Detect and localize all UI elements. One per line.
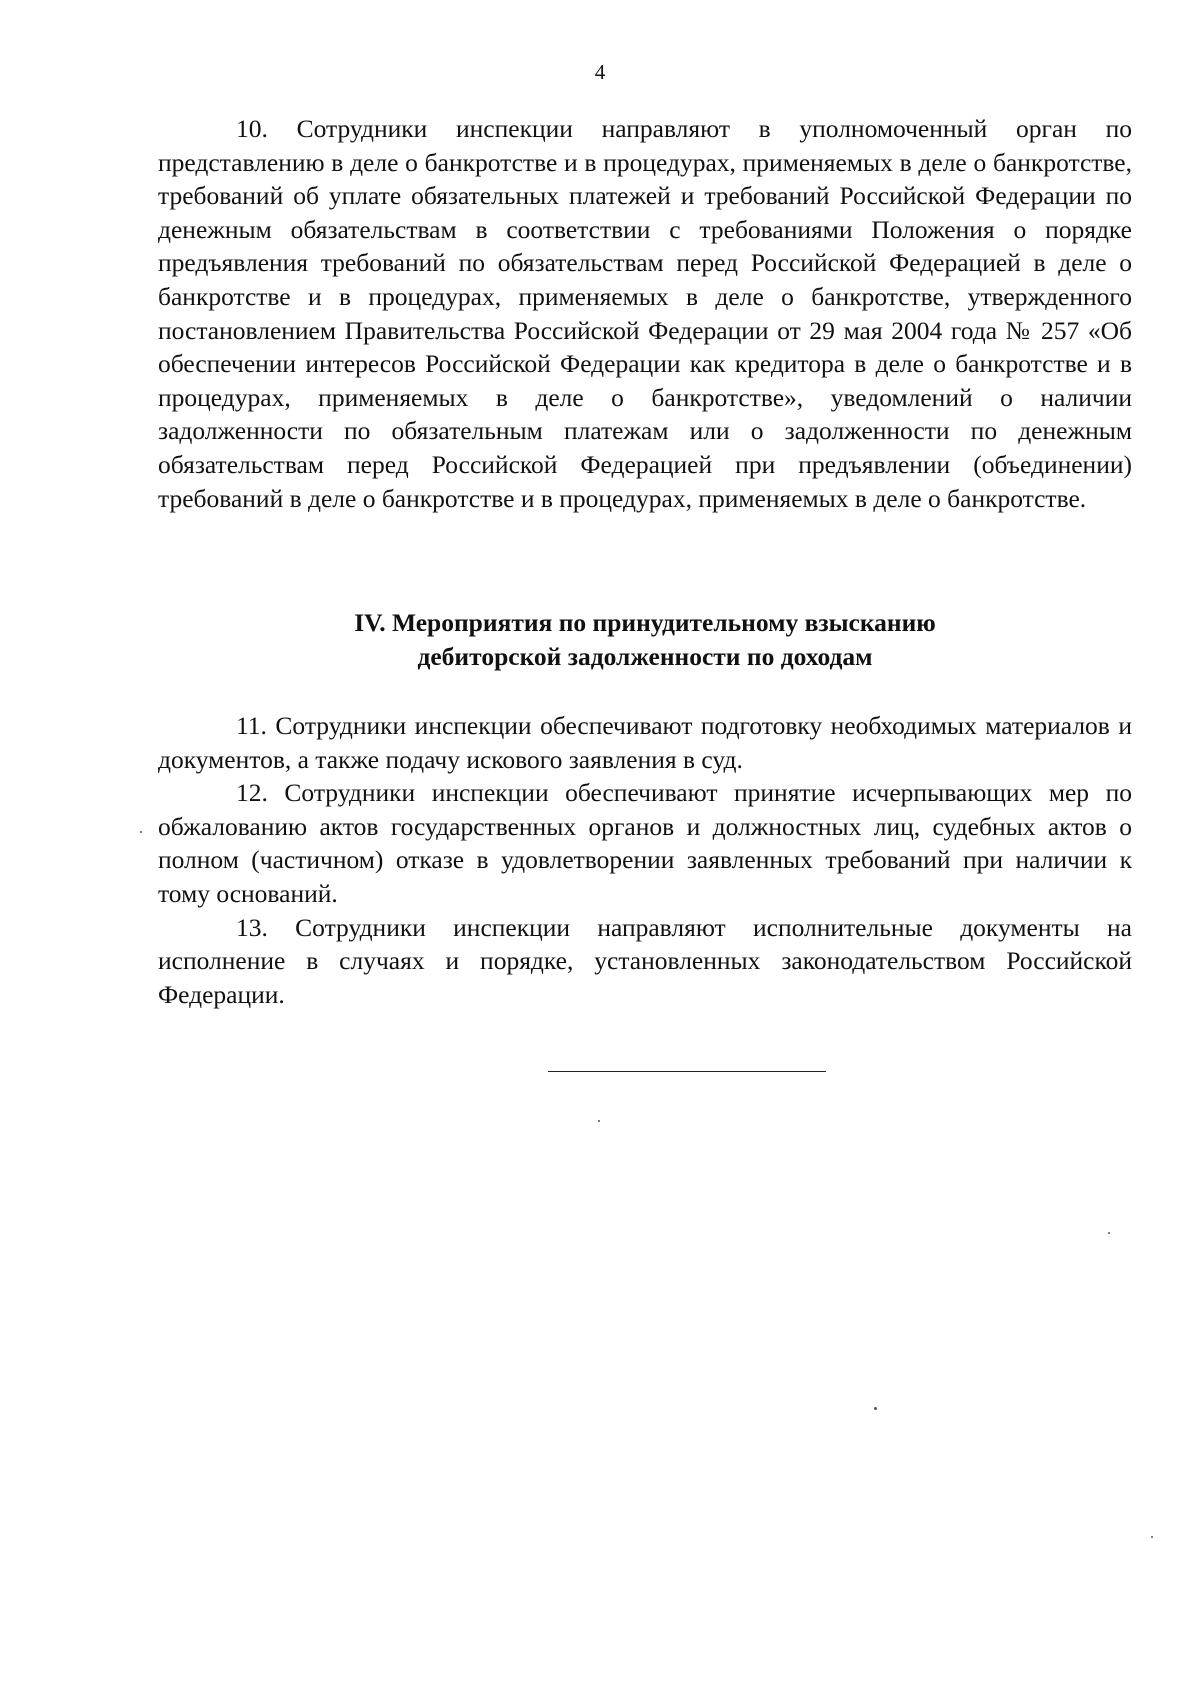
section-four-text xyxy=(158,709,1132,1011)
scan-speck xyxy=(598,1120,600,1122)
section-heading-line-2: дебиторской задолженности по доходам xyxy=(417,641,873,671)
paragraph-12: 12. Сотрудники инспекции обеспечивают принятие исчерпывающих мер по обжалованию актов государственных органов и должностных лиц, судебных актов о полном (частичном) отказе в удовлетворении заявленных требований при наличии к тому оснований. xyxy=(158,778,1132,908)
section-three-text xyxy=(158,112,1132,515)
section-heading-line-1: IV. Мероприятия по принудительному взысканию xyxy=(354,608,936,637)
scan-speck xyxy=(1108,1232,1110,1234)
scan-speck xyxy=(140,831,142,833)
section-heading xyxy=(158,606,1132,673)
closing-divider-line xyxy=(548,1071,826,1072)
scan-speck xyxy=(874,1407,877,1410)
page-number: 4 xyxy=(594,60,606,84)
paragraph-10: 10. Сотрудники инспекции направляют в уполномоченный орган по представлению в деле о банкротстве и в процедурах, применяемых в деле о банкротстве, требований об уплате обязательных платежей и требований Российской Федерации по денежным обязательствам в соответствии с требованиями Положения о порядке предъявления требований по обязательствам перед Российской Федерацией в деле о банкротстве и в процедурах, применяемых в деле о банкротстве, утвержденного постановлением Правительства Российской Федерации от 29 мая 2004 года № 257 «Об обеспечении интересов Российской Федерации как кредитора в деле о банкротстве и в процедурах, применяемых в деле о банкротстве», уведомлений о наличии задолженности по обязательным платежам или о задолженности по денежным обязательствам перед Российской Федерацией при предъявлении (объединении) требований в деле о банкротстве и в процедурах, применяемых в деле о банкротстве. xyxy=(158,114,1132,513)
scan-speck xyxy=(1151,1536,1153,1538)
paragraph-11: 11. Сотрудники инспекции обеспечивают подготовку необходимых материалов и документов, а также подачу искового заявления в суд. xyxy=(158,711,1132,774)
paragraph-13: 13. Сотрудники инспекции направляют исполнительные документы на исполнение в случаях и порядке, установленных законодательством Российской Федерации. xyxy=(158,912,1132,1009)
